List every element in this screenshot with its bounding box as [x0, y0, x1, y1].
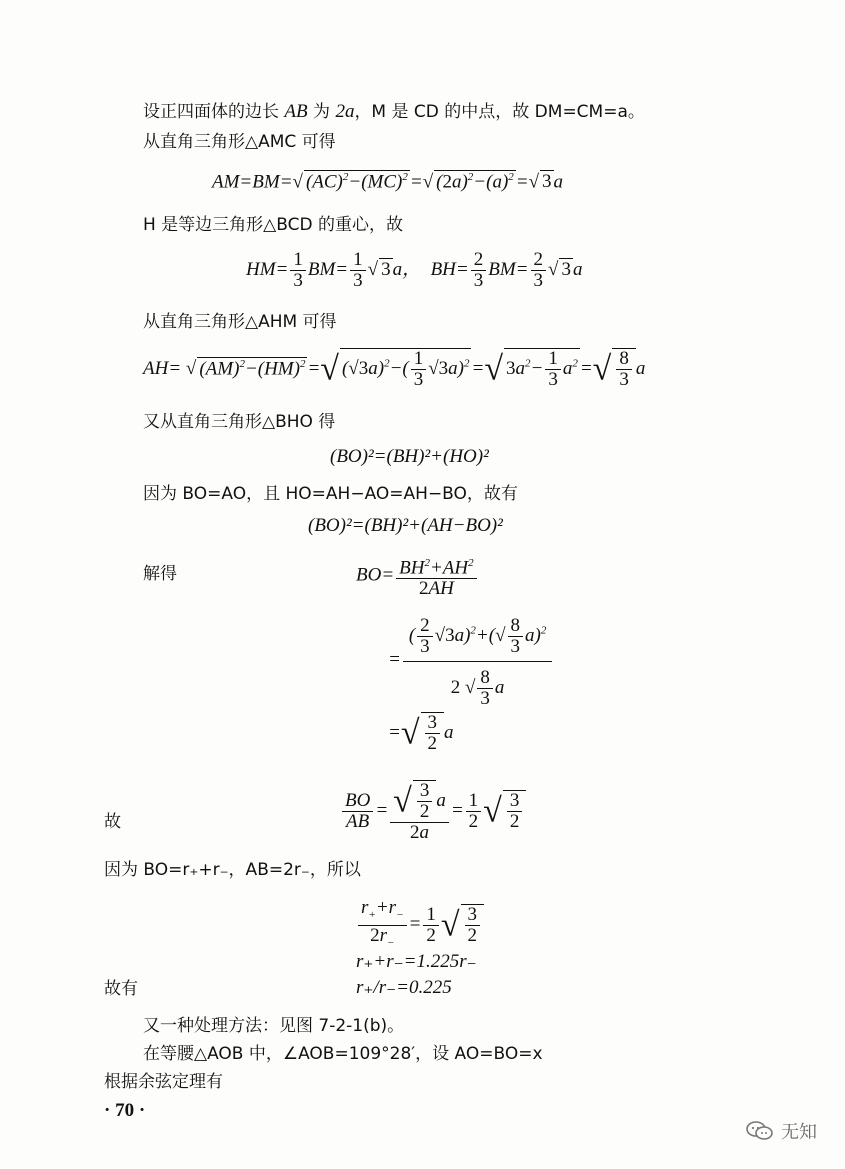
- equation-hm-bh: HM= $\frac{1}{3}$ BM= $\frac{1}{3}$ √ 3 a， BH= $\frac{2}{3}$ BM= $\frac{2}{3}$ √ 3 a: [246, 249, 583, 291]
- watermark: [745, 1118, 817, 1144]
- math-ab: AB: [284, 101, 308, 122]
- equation-radius-sum: r₊+r₋=1.225r₋: [356, 951, 477, 972]
- math-2a: 2a: [335, 101, 355, 122]
- text-segment: ，M 是 CD 的中点，故 DM=CM=a。: [354, 102, 645, 122]
- equation-bo-squared: (BO)²=(BH)²+(HO)²: [330, 446, 489, 467]
- text-line-6: 因为 BO=AO，且 HO=AH−AO=AH−BO，故有: [143, 484, 518, 504]
- equation-bo-ab-ratio: $\frac{BO}{AB}$ = √ $\frac{3}{2}$ a 2a = $\frac{1}{2}$ √ $\frac{3}{2}$: [340, 780, 526, 843]
- text-line-3: H 是等边三角形△BCD 的重心，故: [143, 215, 403, 235]
- text-line-10: 故有: [104, 979, 138, 999]
- equation-bo-result: =√ $\frac{3}{2}$ a: [388, 712, 454, 754]
- text-segment: 为: [313, 102, 331, 122]
- text-line-4: 从直角三角形△AHM 可得: [143, 312, 337, 332]
- wechat-icon: [745, 1120, 775, 1142]
- equation-bo-solution: BO= $\frac{BH^2+AH^2}{2AH}$: [356, 553, 479, 599]
- text-line-12: 在等腰△AOB 中，∠AOB=109°28′，设 AO=BO=x: [143, 1044, 543, 1064]
- equation-bo-substituted: = ( $\frac{2}{3}$ √3a)$^2$+(√ $\frac{8}{3}$ a)$^2$ 2 √ $\frac{8}{3}$ a: [388, 612, 554, 709]
- text-line-11: 又一种处理方法：见图 7-2-1(b)。: [143, 1016, 405, 1036]
- watermark-text: 无知: [781, 1122, 817, 1143]
- equation-am-bm: AM=BM=√ (AC)$^2$−(MC)$^2$ =√ $(2a)^2-(a)^2$ =√ 3 a: [212, 171, 564, 193]
- equation-radius-quotient: r₊/r₋=0.225: [356, 977, 452, 998]
- text-line-8: 故: [104, 812, 121, 832]
- text-line-7: 解得: [143, 564, 177, 584]
- text-line-1: [143, 100, 645, 124]
- text-line-9: 因为 BO=r₊+r₋，AB=2r₋，所以: [104, 860, 361, 880]
- text-line-13: 根据余弦定理有: [104, 1072, 223, 1092]
- text-line-2: 从直角三角形△AMC 可得: [143, 132, 336, 152]
- equation-bo-ah: (BO)²=(BH)²+(AH−BO)²: [308, 515, 503, 536]
- text-line-5: 又从直角三角形△BHO 得: [143, 412, 336, 432]
- page-number: · 70 ·: [104, 1100, 146, 1121]
- text-segment: 设正四面体的边长: [143, 102, 279, 122]
- equation-ah: AH= √ (AM)$^2$−(HM)$^2$ =√ $(√3a)^2-$( $\frac{1}{3}$ √3a)$^2$ =√ $3a^2-$ $\frac{1}{3}$ $a^2$ =√ $\frac{8}{3}$ a: [143, 348, 646, 390]
- equation-radius-ratio: $\frac{r_++r_-}{2r_-}$ = $\frac{1}{2}$ √ $\frac{3}{2}$: [356, 898, 484, 953]
